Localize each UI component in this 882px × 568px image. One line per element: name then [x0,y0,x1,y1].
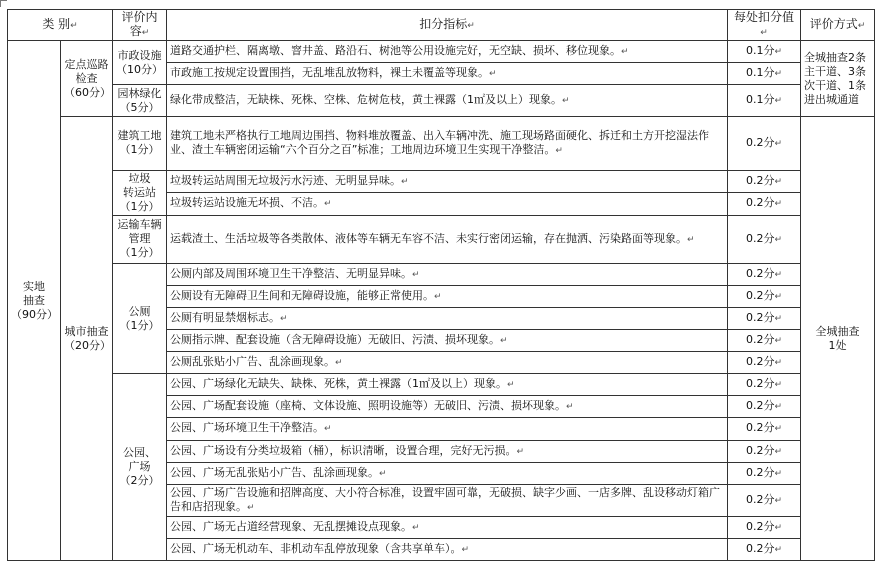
row-text: 公厕内部及周围环境卫生干净整洁、无明显异味。 ↵ [167,263,728,285]
row-text: 道路交通护栏、隔离墩、窨井盖、路沿石、树池等公用设施完好，无空缺、损坏、移位现象。 ↵ [167,41,728,63]
row-value: 0.1分 ↵ [728,63,801,85]
row-text: 绿化带成整洁，无缺株、死株、空株、危树危枝，黄土裸露（1㎡及以上）现象。 ↵ [167,85,728,117]
row-text: 运载渣土、生活垃圾等各类散体、液体等车辆无车容不洁、未实行密闭运输，存在抛洒、污染路面等现象。 ↵ [167,215,728,263]
category-city-sample: 城市抽查 （20分） [61,117,113,561]
page-corner-mark [0,0,7,7]
header-content: 评价内容 ↵ [113,10,167,41]
row-text: 市政施工按规定设置围挡，无乱堆乱放物料，裸土未覆盖等现象。 ↵ [167,63,728,85]
table-row [8,215,875,263]
row-text: 公厕乱张贴小广告、乱涂画现象。 ↵ [167,352,728,374]
row-value: 0.2分 ↵ [728,440,801,462]
row-text: 公园、广场绿化无缺失、缺株、死株，黄土裸露（1㎡及以上）现象。 ↵ [167,374,728,396]
row-text: 公园、广场设有分类垃圾箱（桶），标识清晰，设置合理，完好无污损。 ↵ [167,440,728,462]
row-text: 建筑工地未严格执行工地周边围挡、物料堆放覆盖、出入车辆冲洗、施工现场路面硬化、拆迁和土方开挖湿法作业、渣土车辆密闭运输“六个百分之百”标准；工地周边环境卫生实现干净整洁。 ↵ [167,117,728,170]
row-value: 0.2分 ↵ [728,308,801,330]
row-text: 公园、广场广告设施和招牌高度、大小符合标准，设置牢固可靠，无破损、缺字少画、一店多牌、乱设移动灯箱广告和店招现象。 ↵ [167,484,728,516]
row-value: 0.2分 ↵ [728,285,801,307]
row-text: 公园、广场无机动车、非机动车乱停放现象（含共享单车）。 ↵ [167,538,728,560]
table-row [8,41,875,63]
row-value: 0.2分 ↵ [728,330,801,352]
row-value: 0.2分 ↵ [728,462,801,484]
row-value: 0.2分 ↵ [728,263,801,285]
group-park: 公园、 广场 （2分） [113,374,167,561]
method-fixed: 全城抽查2条主干道、3条次干道、1条进出城通道 [801,41,875,117]
row-value: 0.2分 ↵ [728,516,801,538]
header-category: 类 别 ↵ [8,10,113,41]
row-value: 0.2分 ↵ [728,352,801,374]
group-transfer: 垃圾 转运站 （1分） [113,170,167,215]
row-value: 0.2分 ↵ [728,192,801,215]
evaluation-table [7,9,875,561]
table-row [8,85,875,117]
table-row [8,117,875,170]
row-value: 0.2分 ↵ [728,418,801,440]
row-value: 0.1分 ↵ [728,41,801,63]
group-municipal: 市政设施 （10分） [113,41,167,85]
row-value: 0.2分 ↵ [728,484,801,516]
row-text: 垃圾转运站周围无垃圾污水污迹、无明显异味。 ↵ [167,170,728,192]
row-value: 0.2分 ↵ [728,374,801,396]
header-indicator: 扣分指标 ↵ [167,10,728,41]
category-field: 实地 抽查 （90分） [8,41,61,561]
row-text: 垃圾转运站设施无坏损、不洁。 ↵ [167,192,728,215]
group-construction: 建筑工地 （1分） [113,117,167,170]
row-value: 0.2分 ↵ [728,170,801,192]
row-text: 公园、广场无占道经营现象、无乱摆摊设点现象。 ↵ [167,516,728,538]
group-vehicle: 运输车辆 管理 （1分） [113,215,167,263]
row-text: 公园、广场环境卫生干净整洁。 ↵ [167,418,728,440]
group-landscape: 园林绿化 （5分） [113,85,167,117]
row-text: 公园、广场配套设施（座椅、文体设施、照明设施等）无破旧、污渍、损坏现象。 ↵ [167,396,728,418]
row-text: 公厕设有无障碍卫生间和无障碍设施，能够正常使用。 ↵ [167,285,728,307]
header-deduct: 每处扣分值 ↵ [728,10,801,41]
category-fixed-point: 定点巡路 检查 （60分） [61,41,113,117]
header-row [8,10,875,41]
table-row [8,263,875,285]
row-text: 公厕指示牌、配套设施（含无障碍设施）无破旧、污渍、损坏现象。 ↵ [167,330,728,352]
row-value: 0.1分 ↵ [728,85,801,117]
table-row [8,374,875,396]
row-value: 0.2分 ↵ [728,117,801,170]
table-row [8,170,875,192]
row-text: 公园、广场无乱张贴小广告、乱涂画现象。 ↵ [167,462,728,484]
group-toilet: 公厕 （1分） [113,263,167,373]
row-text: 公厕有明显禁烟标志。 ↵ [167,308,728,330]
header-method: 评价方式 ↵ [801,10,875,41]
method-city: 全城抽查 1处 [801,117,875,561]
row-value: 0.2分 ↵ [728,215,801,263]
row-value: 0.2分 ↵ [728,396,801,418]
row-value: 0.2分 ↵ [728,538,801,560]
